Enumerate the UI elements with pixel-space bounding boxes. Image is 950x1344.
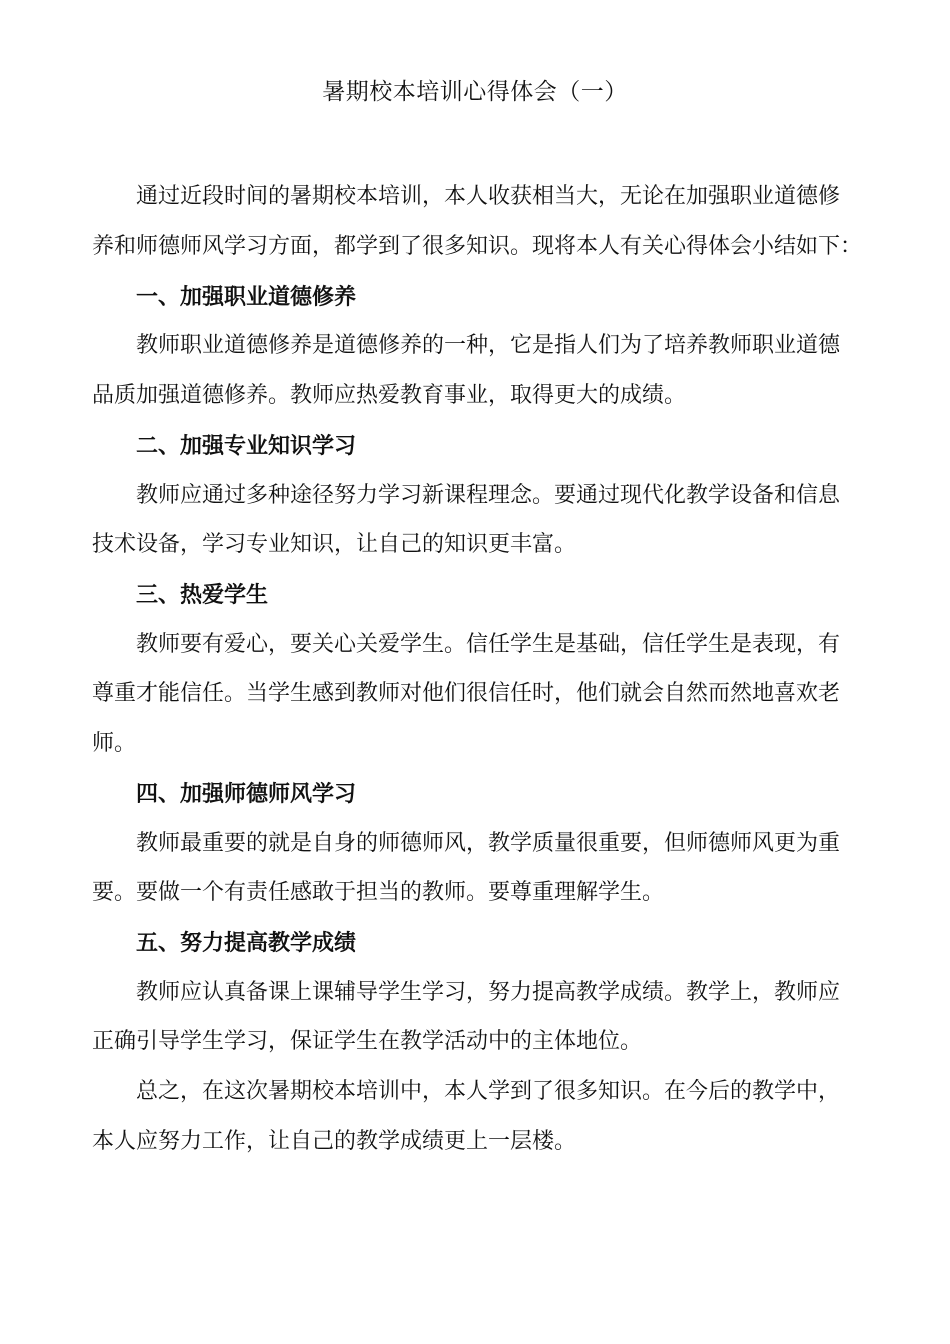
section-heading: 五、努力提高教学成绩	[136, 930, 357, 956]
body-line: 教师要有爱心，要关心关爱学生。信任学生是基础，信任学生是表现，有	[136, 632, 841, 657]
body-line: 师。	[92, 731, 137, 756]
body-line: 养和师德师风学习方面，都学到了很多知识。现将本人有关心得体会小结如下：	[92, 234, 863, 259]
body-line: 教师职业道德修养是道德修养的一种，它是指人们为了培养教师职业道德	[136, 333, 841, 358]
document-title: 暑期校本培训心得体会（一）	[322, 79, 628, 105]
body-line: 要。要做一个有责任感敢于担当的教师。要尊重理解学生。	[92, 880, 665, 905]
body-line: 教师最重要的就是自身的师德师风，教学质量很重要，但师德师风更为重	[136, 831, 841, 856]
section-heading: 四、加强师德师风学习	[136, 781, 357, 807]
body-line: 教师应认真备课上课辅导学生学习，努力提高教学成绩。教学上，教师应	[136, 980, 841, 1005]
body-line: 教师应通过多种途径努力学习新课程理念。要通过现代化教学设备和信息	[136, 483, 841, 508]
body-line: 通过近段时间的暑期校本培训，本人收获相当大，无论在加强职业道德修	[136, 184, 841, 209]
section-heading: 二、加强专业知识学习	[136, 433, 357, 459]
body-line: 尊重才能信任。当学生感到教师对他们很信任时，他们就会自然而然地喜欢老	[92, 681, 841, 706]
section-heading: 三、热爱学生	[136, 582, 269, 608]
body-line: 总之，在这次暑期校本培训中，本人学到了很多知识。在今后的教学中，	[136, 1079, 841, 1104]
body-line: 技术设备，学习专业知识，让自己的知识更丰富。	[92, 532, 577, 557]
body-line: 本人应努力工作，让自己的教学成绩更上一层楼。	[92, 1129, 577, 1154]
body-line: 正确引导学生学习，保证学生在教学活动中的主体地位。	[92, 1029, 643, 1054]
body-line: 品质加强道德修养。教师应热爱教育事业，取得更大的成绩。	[92, 383, 687, 408]
section-heading: 一、加强职业道德修养	[136, 284, 357, 310]
